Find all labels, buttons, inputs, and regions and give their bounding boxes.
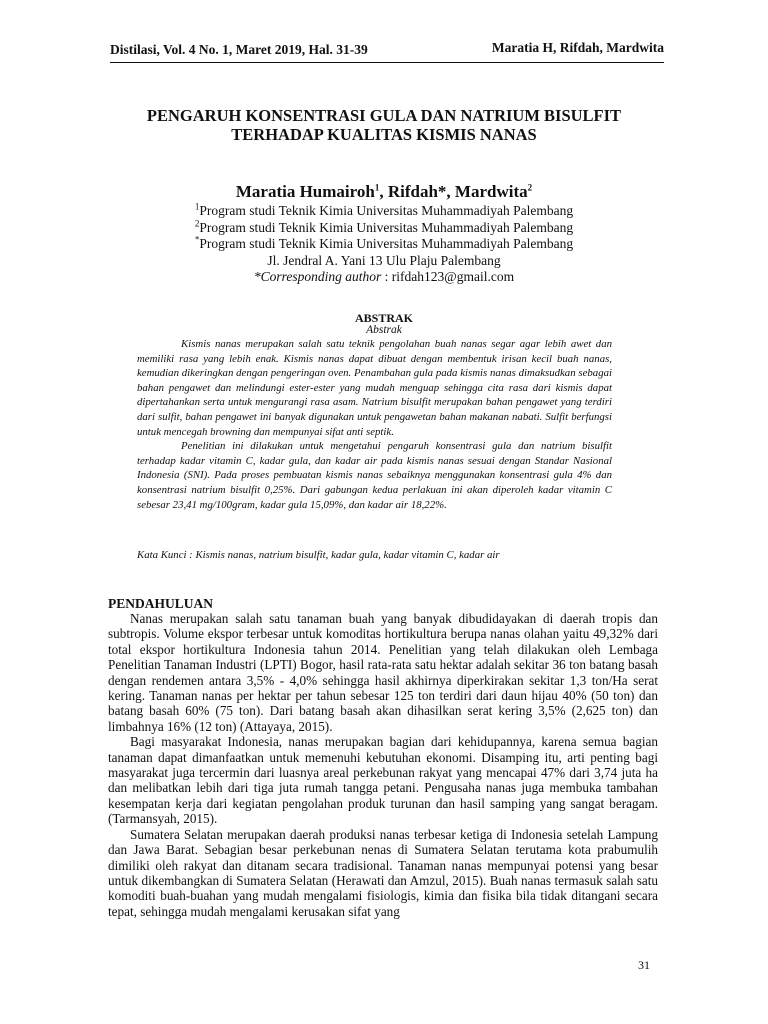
title-line-1: PENGARUH KONSENTRASI GULA DAN NATRIUM BISULFIT (146, 106, 622, 125)
affiliations (100, 203, 668, 286)
affiliation-3 (100, 236, 668, 253)
page-number: 31 (638, 958, 650, 972)
paper-title (100, 106, 668, 144)
body-paragraph-3: Sumatera Selatan merupakan daerah produksi nanas terbesar ketiga di Indonesia setelah Lampung dan Jawa Barat. Sebagian besar perkebunan nenas di Sumatera Selatan terutama kota prabumulih dimiliki oleh rakyat dan ditanam secara tradisional. Tanaman nanas mempunyai potensi yang besar untuk dikembangkan di Sumatera Selatan (Herawati dan Amzul, 2015). Buah nanas termasuk salah satu komoditi buah-buahan yang mudah mengalami fisiologis, kimia dan fisika bila tidak ditangani secara tepat, sehingga mudah mengalami kerusakan sifat yang (108, 826, 658, 919)
affiliation-mark: * (194, 234, 200, 245)
abstract-paragraph-2: Penelitian ini dilakukan untuk mengetahui pengaruh konsentrasi gula dan natrium bisulfit terhadap kadar vitamin C, kadar gula, dan kadar air pada kismis nanas sesuai dengan Standar Nasional Indonesia (SNI). Pada proses pembuatan kismis nanas sebaiknya menggunakan konsentrasi gula 4% dan konsentrasi natrium bisulfit 0,25%. Dari gabungan kedua perlakuan ini akan diperoleh kadar vitamin C sebesar 23,41 mg/100gram, kadar gula 15,09%, dan kadar air 18,22%. (137, 440, 612, 511)
affiliation-1 (100, 203, 668, 220)
author-list (100, 182, 668, 202)
abstract-body (137, 337, 612, 512)
corresponding-label: *Corresponding author (253, 269, 382, 284)
affiliation-mark: 1 (194, 201, 200, 212)
author-2-3: , Rifdah*, Mardwita (379, 182, 528, 201)
affiliation-2 (100, 220, 668, 237)
affiliation-mark: 2 (194, 218, 200, 228)
affiliation-text: Program studi Teknik Kimia Universitas Muhammadiyah Palembang (199, 219, 574, 235)
abstract-paragraph-1: Kismis nanas merupakan salah satu teknik pengolahan buah nanas segar agar lebih awet dan memiliki rasa yang lebih enak. Kismis nanas dapat dibuat dengan membentuk irisan kecil buah nanas, kemudian dikeringkan dengan pengeringan oven. Penambahan gula pada kismis nanas dimaksudkan sebagai bahan pengawet dan melindungi ester-ester yang mudah menguap sehingga cita rasa dari kismis dapat dipertahankan serta untuk mengurangi rasa asam. Natrium bisulfit merupakan bahan pengawet yang terdiri dari sulfit, bahan pengawet ini banyak digunakan untuk pengawetan bahan makanan nabati. Sulfit berfungsi untuk mencegah browning dan mempunyai sifat anti septik. (137, 338, 612, 438)
abstract-subheading: Abstrak (366, 324, 402, 336)
running-header (110, 40, 664, 63)
affiliation-text: Program studi Teknik Kimia Universitas Muhammadiyah Palembang (199, 203, 574, 218)
title-line-2: TERHADAP KUALITAS KISMIS NANAS (231, 125, 537, 144)
section-heading: PENDAHULUAN (108, 596, 214, 611)
author-1-mark: 1 (374, 182, 380, 193)
running-authors: Maratia H, Rifdah, Mardwita (491, 40, 664, 55)
corresponding-email: : rifdah123@gmail.com (381, 269, 515, 284)
journal-citation: Distilasi, Vol. 4 No. 1, Maret 2019, Hal. 31-39 (110, 42, 368, 57)
keywords: Kata Kunci : Kismis nanas, natrium bisulfit, kadar gula, kadar vitamin C, kadar air (137, 549, 500, 561)
body-paragraph-1: Nanas merupakan salah satu tanaman buah yang banyak dibudidayakan di daerah tropis dan subtropis. Volume ekspor terbesar untuk komoditas hortikultura berupa nanas olahan yaitu 49,32% dari total ekspor hortikultura Indonesia tahun 2014. Penelitian yang telah dilakukan oleh Lembaga Penelitian Tanaman Industri (LPTI) Bogor, hasil rata-rata satu hektar adalah sekitar 36 ton batang basah dengan rendemen antara 3,5% - 4,0% sehingga hasil akhirnya diperkirakan sekitar 1,3 ton/Ha serat kering. Tanaman nanas per hektar per tahun sebesar 125 ton terdiri dari daun hijau 40% (50 ton) dan batang basah 60% (75 ton). Dari batang basah akan dihasilkan serat kering 3,5% (2,625 ton) dan limbahnya 16% (12 ton) (Attayaya, 2015). (108, 611, 658, 734)
affiliation-text: Program studi Teknik Kimia Universitas Muhammadiyah Palembang (199, 236, 574, 251)
author-1: Maratia Humairoh (235, 182, 375, 201)
body-paragraph-2: Bagi masyarakat Indonesia, nanas merupakan bagian dari kehidupannya, karena semua bagian tanaman dapat dimanfaatkan untuk memenuhi kebutuhan ekonomi. Disamping itu, arti penting bagi masyarakat juga tercermin dari luasnya areal perkebunan rakyat yang mencapai 47% dari 3,74 juta ha dan melibatkan lebih dari tiga juta rumah tangga petani. Pengusaha nanas juga membuka tambahan kesempatan kerja dari kegiatan pengolahan produk turunan dan hasil samping yang sangat beragam. (Tarmansyah, 2015). (108, 734, 658, 827)
abstract-heading: ABSTRAK (354, 311, 413, 325)
author-3-mark: 2 (527, 182, 533, 193)
corresponding-author (100, 269, 668, 286)
address: Jl. Jendral A. Yani 13 Ulu Plaju Palembang (267, 252, 501, 268)
introduction-body (108, 611, 658, 919)
